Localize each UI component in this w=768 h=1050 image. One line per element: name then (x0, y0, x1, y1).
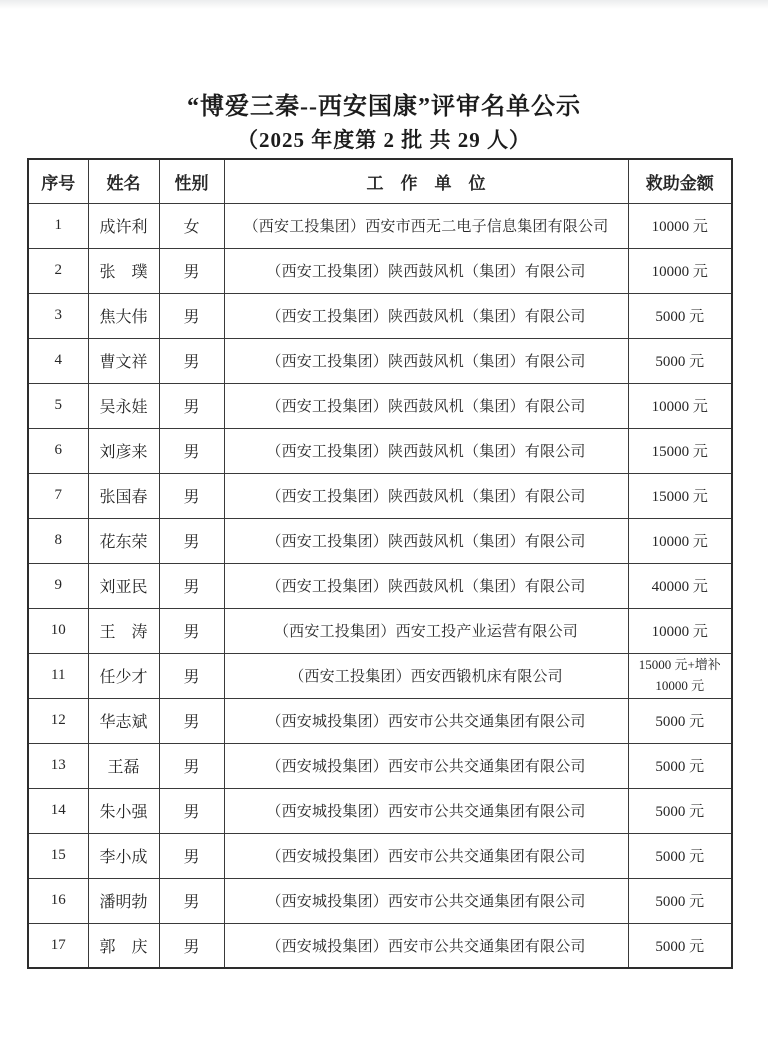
cell-name: 张国春 (88, 473, 159, 518)
cell-unit: （西安城投集团）西安市公共交通集团有限公司 (224, 833, 628, 878)
header-unit: 工 作 单 位 (224, 159, 628, 203)
cell-index: 3 (28, 293, 88, 338)
cell-index: 11 (28, 653, 88, 698)
cell-gender: 男 (159, 473, 224, 518)
cell-name: 王磊 (88, 743, 159, 788)
cell-amount: 10000 元 (628, 383, 732, 428)
table-row (28, 383, 732, 428)
cell-name: 花东荣 (88, 518, 159, 563)
cell-unit: （西安城投集团）西安市公共交通集团有限公司 (224, 698, 628, 743)
cell-name: 张 璞 (88, 248, 159, 293)
cell-gender: 男 (159, 743, 224, 788)
cell-unit: （西安工投集团）陕西鼓风机（集团）有限公司 (224, 338, 628, 383)
header-amount: 救助金额 (628, 159, 732, 203)
cell-gender: 男 (159, 923, 224, 968)
table-row (28, 563, 732, 608)
table-row (28, 473, 732, 518)
cell-unit: （西安工投集团）西安市西无二电子信息集团有限公司 (224, 203, 628, 248)
cell-amount: 40000 元 (628, 563, 732, 608)
table-row (28, 923, 732, 968)
cell-amount: 5000 元 (628, 698, 732, 743)
cell-amount: 15000 元+增补 10000 元 (628, 653, 732, 698)
cell-gender: 男 (159, 563, 224, 608)
cell-name: 刘亚民 (88, 563, 159, 608)
cell-index: 17 (28, 923, 88, 968)
cell-unit: （西安工投集团）陕西鼓风机（集团）有限公司 (224, 518, 628, 563)
cell-amount: 5000 元 (628, 788, 732, 833)
cell-name: 朱小强 (88, 788, 159, 833)
cell-unit: （西安城投集团）西安市公共交通集团有限公司 (224, 788, 628, 833)
cell-name: 王 涛 (88, 608, 159, 653)
cell-name: 潘明勃 (88, 878, 159, 923)
cell-unit: （西安工投集团）陕西鼓风机（集团）有限公司 (224, 563, 628, 608)
header-name: 姓名 (88, 159, 159, 203)
table-row (28, 743, 732, 788)
cell-gender: 男 (159, 428, 224, 473)
cell-unit: （西安工投集团）西安工投产业运营有限公司 (224, 608, 628, 653)
cell-index: 4 (28, 338, 88, 383)
table-row (28, 338, 732, 383)
cell-gender: 男 (159, 878, 224, 923)
page-top-edge-shading (0, 0, 768, 9)
table-row (28, 203, 732, 248)
table-row (28, 788, 732, 833)
cell-amount: 5000 元 (628, 338, 732, 383)
cell-index: 13 (28, 743, 88, 788)
cell-name: 华志斌 (88, 698, 159, 743)
cell-amount: 5000 元 (628, 743, 732, 788)
cell-unit: （西安城投集团）西安市公共交通集团有限公司 (224, 923, 628, 968)
cell-name: 任少才 (88, 653, 159, 698)
table-row (28, 518, 732, 563)
table-row (28, 428, 732, 473)
cell-index: 8 (28, 518, 88, 563)
cell-amount: 5000 元 (628, 293, 732, 338)
cell-gender: 男 (159, 788, 224, 833)
cell-gender: 男 (159, 248, 224, 293)
cell-amount: 5000 元 (628, 878, 732, 923)
cell-amount: 5000 元 (628, 833, 732, 878)
cell-index: 9 (28, 563, 88, 608)
cell-gender: 男 (159, 608, 224, 653)
cell-amount: 10000 元 (628, 203, 732, 248)
cell-index: 5 (28, 383, 88, 428)
cell-name: 刘彦来 (88, 428, 159, 473)
cell-gender: 男 (159, 293, 224, 338)
cell-index: 2 (28, 248, 88, 293)
table-row (28, 293, 732, 338)
cell-unit: （西安城投集团）西安市公共交通集团有限公司 (224, 878, 628, 923)
page-subtitle: （2025 年度第 2 批 共 29 人） (237, 128, 531, 152)
cell-name: 曹文祥 (88, 338, 159, 383)
cell-index: 6 (28, 428, 88, 473)
cell-amount: 10000 元 (628, 608, 732, 653)
table-row (28, 608, 732, 653)
cell-unit: （西安工投集团）西安西锻机床有限公司 (224, 653, 628, 698)
cell-name: 焦大伟 (88, 293, 159, 338)
cell-unit: （西安工投集团）陕西鼓风机（集团）有限公司 (224, 383, 628, 428)
cell-amount: 10000 元 (628, 518, 732, 563)
cell-index: 12 (28, 698, 88, 743)
cell-unit: （西安工投集团）陕西鼓风机（集团）有限公司 (224, 428, 628, 473)
cell-name: 李小成 (88, 833, 159, 878)
cell-index: 14 (28, 788, 88, 833)
cell-unit: （西安工投集团）陕西鼓风机（集团）有限公司 (224, 473, 628, 518)
table-row (28, 653, 732, 698)
cell-gender: 男 (159, 518, 224, 563)
cell-name: 吴永娃 (88, 383, 159, 428)
page-title: “博爱三秦--西安国康”评审名单公示 (187, 94, 581, 120)
cell-gender: 男 (159, 338, 224, 383)
cell-amount: 5000 元 (628, 923, 732, 968)
cell-index: 16 (28, 878, 88, 923)
cell-index: 1 (28, 203, 88, 248)
cell-unit: （西安工投集团）陕西鼓风机（集团）有限公司 (224, 293, 628, 338)
cell-amount: 10000 元 (628, 248, 732, 293)
cell-name: 成许利 (88, 203, 159, 248)
cell-amount: 15000 元 (628, 473, 732, 518)
cell-unit: （西安工投集团）陕西鼓风机（集团）有限公司 (224, 248, 628, 293)
cell-index: 15 (28, 833, 88, 878)
cell-gender: 男 (159, 383, 224, 428)
header-index: 序号 (28, 159, 88, 203)
table-row (28, 833, 732, 878)
table-row (28, 248, 732, 293)
header-gender: 性别 (159, 159, 224, 203)
cell-index: 7 (28, 473, 88, 518)
table-row (28, 698, 732, 743)
cell-gender: 男 (159, 653, 224, 698)
cell-name: 郭 庆 (88, 923, 159, 968)
roster-table (27, 158, 733, 969)
cell-gender: 女 (159, 203, 224, 248)
cell-amount: 15000 元 (628, 428, 732, 473)
cell-gender: 男 (159, 833, 224, 878)
table-header-row (28, 159, 732, 203)
cell-gender: 男 (159, 698, 224, 743)
cell-index: 10 (28, 608, 88, 653)
table-row (28, 878, 732, 923)
cell-unit: （西安城投集团）西安市公共交通集团有限公司 (224, 743, 628, 788)
